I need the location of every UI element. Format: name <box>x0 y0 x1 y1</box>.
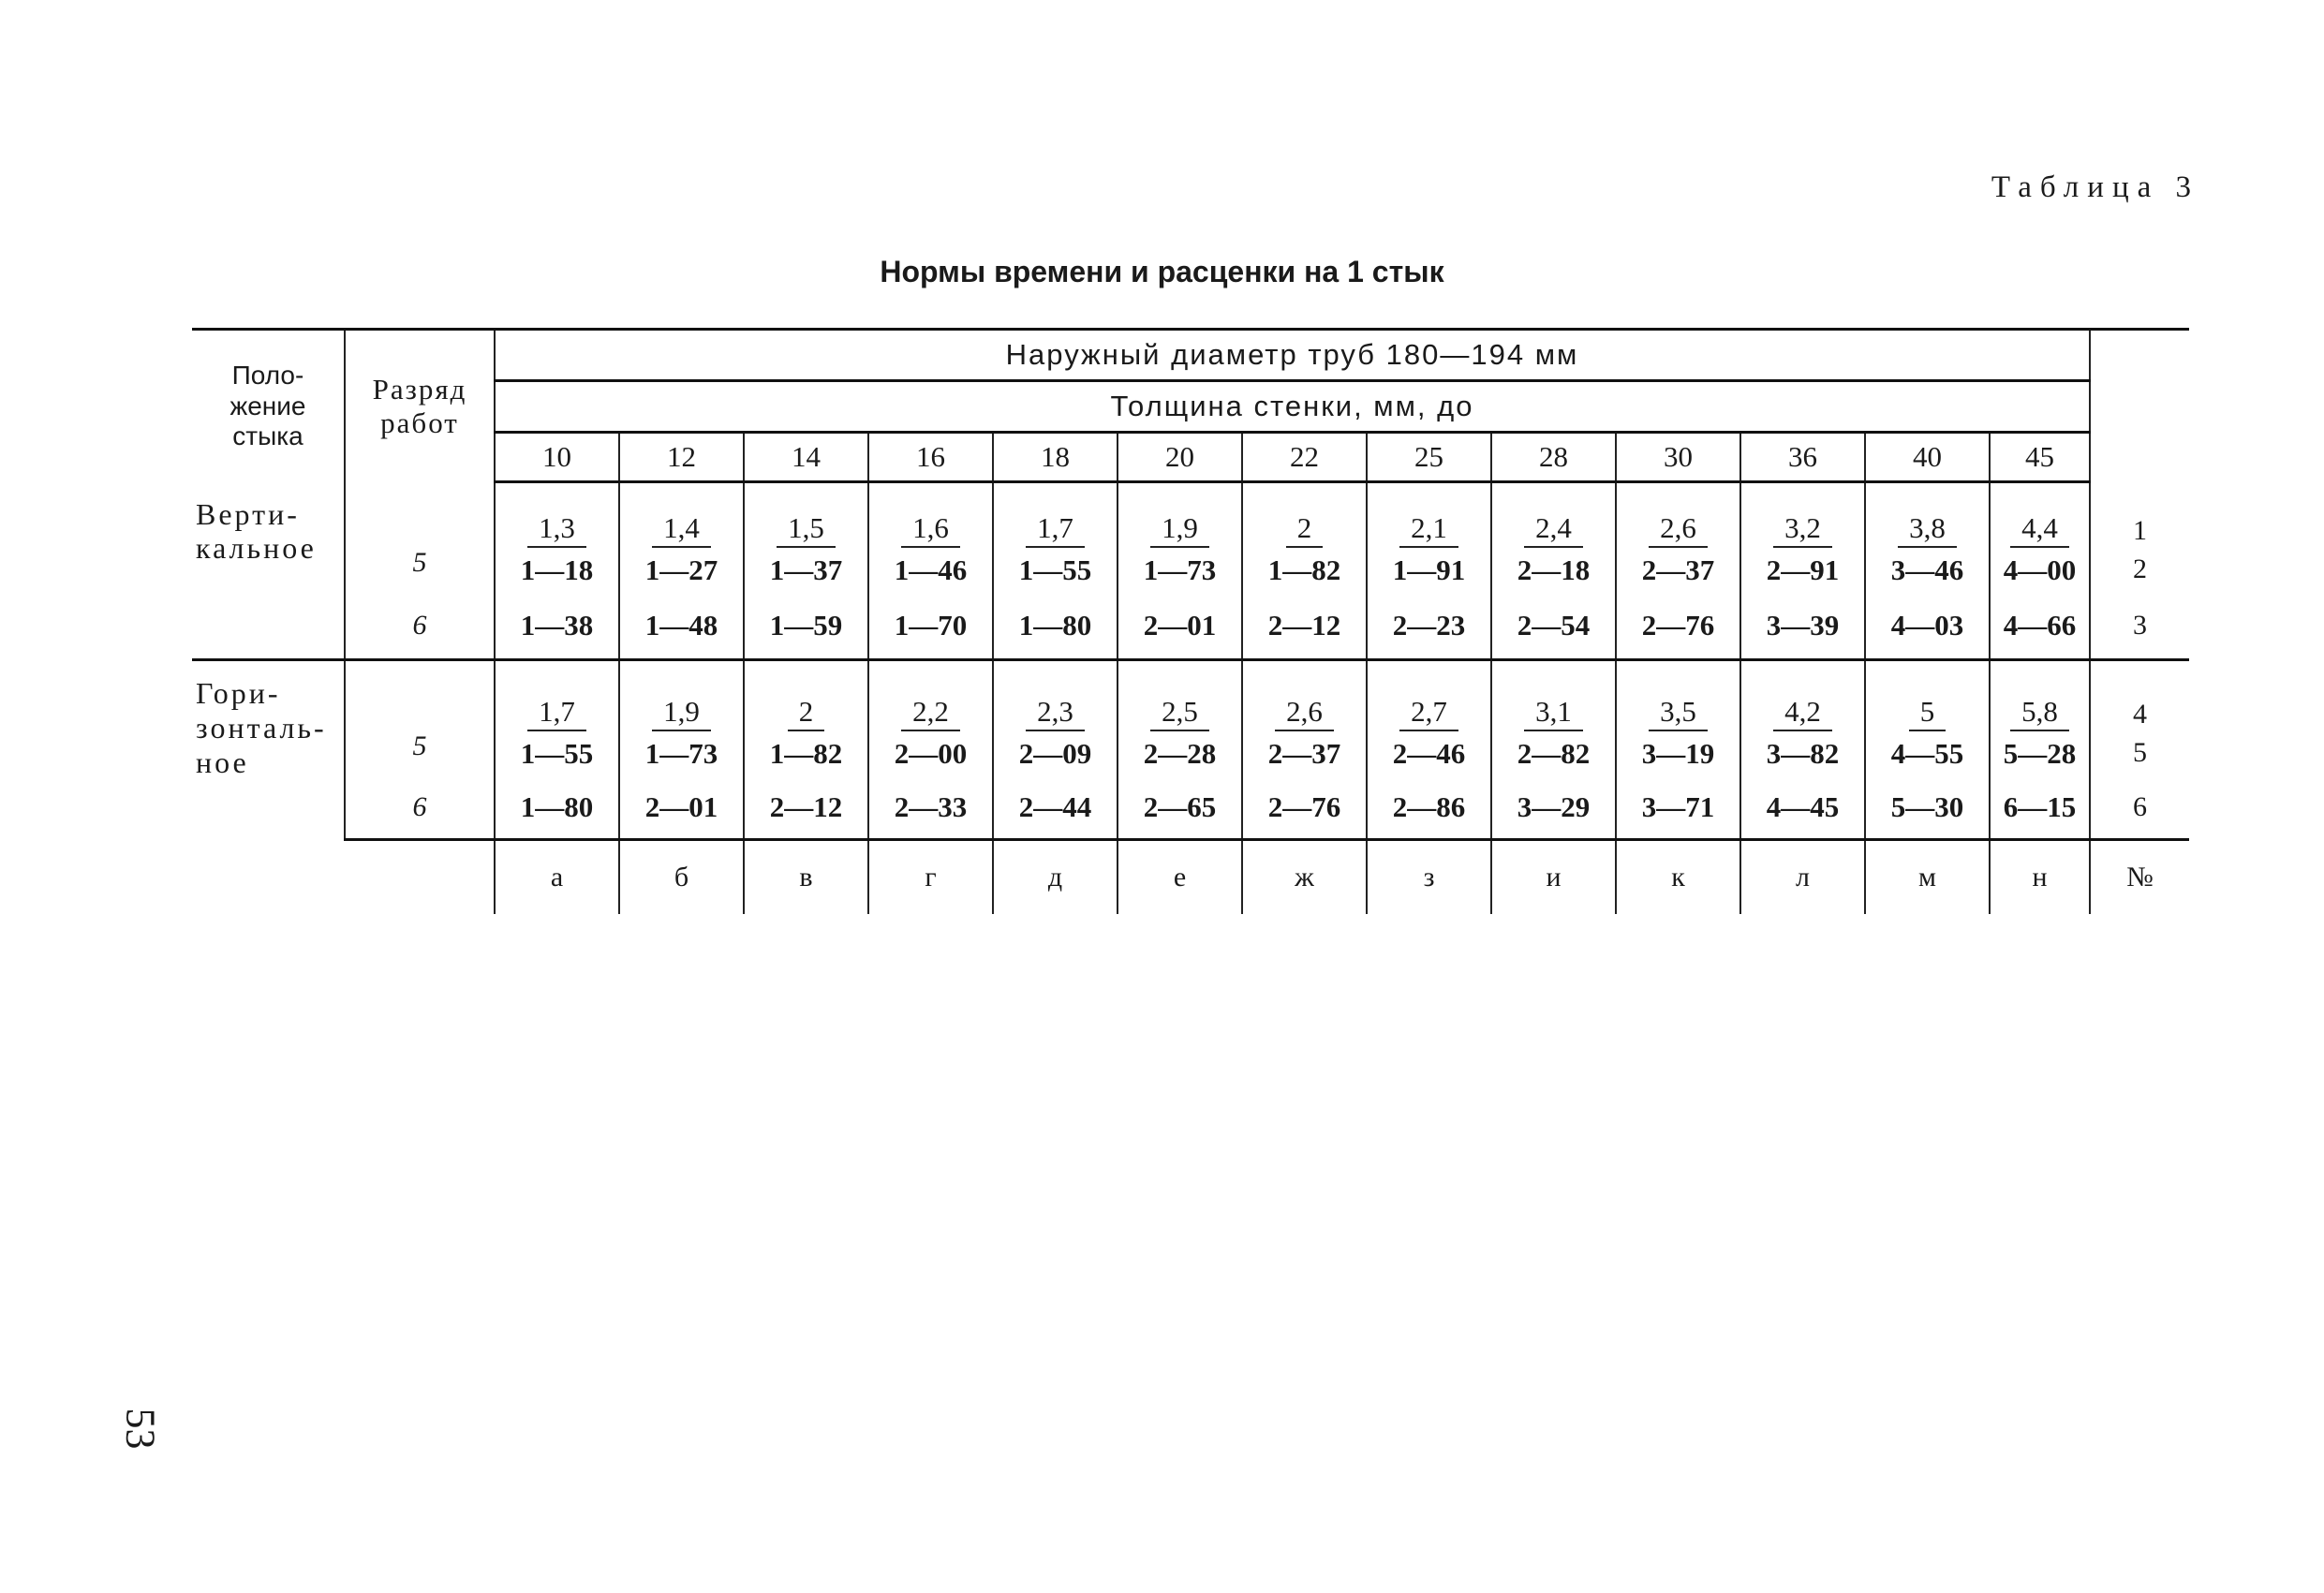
rate-cell: 3—29 <box>1491 776 1616 840</box>
norm-cell <box>495 660 619 731</box>
column-letter: в <box>744 840 868 915</box>
rate-cell: 1—46 <box>868 548 993 593</box>
rate-cell: 1—18 <box>495 548 619 593</box>
rate-cell: 2—65 <box>1118 776 1242 840</box>
thickness-value: 10 <box>495 433 619 482</box>
rate-cell: 1—82 <box>1242 548 1367 593</box>
rate-cell: 2—54 <box>1491 593 1616 660</box>
norm-value: 2 <box>788 694 825 730</box>
thickness-value: 16 <box>868 433 993 482</box>
rate-cell: 1—55 <box>495 731 619 776</box>
row-number: 3 <box>2090 593 2189 660</box>
column-letter: а <box>495 840 619 915</box>
thickness-value: 25 <box>1367 433 1491 482</box>
norm-value: 2,1 <box>1399 510 1458 547</box>
rate-cell: 3—19 <box>1616 731 1740 776</box>
rate-cell: 2—37 <box>1616 548 1740 593</box>
rate-cell: 2—01 <box>619 776 744 840</box>
rate-cell: 3—46 <box>1865 548 1990 593</box>
norm-cell <box>1740 660 1865 731</box>
thickness-value: 14 <box>744 433 868 482</box>
norm-value: 1,9 <box>1150 510 1209 547</box>
rate-cell: 4—03 <box>1865 593 1990 660</box>
norm-value: 4,4 <box>2010 510 2069 547</box>
norm-value: 1,3 <box>527 510 586 547</box>
norm-value: 1,6 <box>901 510 960 547</box>
header-grade: Разряд работ <box>345 330 495 482</box>
norm-cell <box>744 660 868 731</box>
rate-cell: 6—15 <box>1990 776 2090 840</box>
rate-cell: 2—76 <box>1616 593 1740 660</box>
column-letter: б <box>619 840 744 915</box>
norm-value: 3,1 <box>1524 694 1583 730</box>
thickness-value: 18 <box>993 433 1118 482</box>
row-number: 5 <box>2090 731 2189 776</box>
header-rownum-cell <box>2090 330 2189 482</box>
norm-value: 5 <box>1909 694 1947 730</box>
norm-value: 2 <box>1286 510 1324 547</box>
position-horizontal: Гори- зонталь- ное <box>192 660 345 840</box>
norm-cell <box>1491 482 1616 548</box>
rate-cell: 1—73 <box>619 731 744 776</box>
norm-cell <box>1118 660 1242 731</box>
grade-cell: 5 <box>345 660 495 776</box>
norm-value: 3,5 <box>1649 694 1708 730</box>
rate-cell: 2—01 <box>1118 593 1242 660</box>
norm-cell <box>619 660 744 731</box>
table-label: Таблица 3 <box>1991 170 2199 204</box>
column-letter: н <box>1990 840 2090 915</box>
norm-cell <box>868 482 993 548</box>
row-number: 1 <box>2090 482 2189 548</box>
rate-cell: 1—59 <box>744 593 868 660</box>
empty-cell <box>345 840 495 915</box>
rate-cell: 2—76 <box>1242 776 1367 840</box>
rate-cell: 2—12 <box>744 776 868 840</box>
rate-cell: 1—48 <box>619 593 744 660</box>
table-row <box>192 482 2189 548</box>
page-number: 53 <box>117 1408 164 1450</box>
rate-cell: 2—91 <box>1740 548 1865 593</box>
rate-cell: 4—66 <box>1990 593 2090 660</box>
norm-value: 1,7 <box>1026 510 1085 547</box>
column-letter: г <box>868 840 993 915</box>
thickness-value: 45 <box>1990 433 2090 482</box>
norm-value: 2,2 <box>901 694 960 730</box>
rate-cell: 1—38 <box>495 593 619 660</box>
norm-value: 5,8 <box>2010 694 2069 730</box>
norm-cell <box>1118 482 1242 548</box>
table-row <box>192 776 2189 840</box>
norm-value: 2,3 <box>1026 694 1085 730</box>
grade-cell: 6 <box>345 593 495 660</box>
norm-value: 2,4 <box>1524 510 1583 547</box>
norm-cell <box>1865 660 1990 731</box>
thickness-value: 20 <box>1118 433 1242 482</box>
rate-cell: 3—82 <box>1740 731 1865 776</box>
norm-cell <box>744 482 868 548</box>
rate-cell: 2—82 <box>1491 731 1616 776</box>
header-thickness: Толщина стенки, мм, до <box>495 381 2090 433</box>
column-letter: з <box>1367 840 1491 915</box>
norm-cell <box>993 482 1118 548</box>
thickness-value: 40 <box>1865 433 1990 482</box>
norm-value: 1,9 <box>652 694 711 730</box>
rate-cell: 5—28 <box>1990 731 2090 776</box>
norm-cell <box>495 482 619 548</box>
rate-cell: 2—44 <box>993 776 1118 840</box>
norm-value: 3,2 <box>1773 510 1832 547</box>
number-sign: № <box>2090 840 2189 915</box>
norm-cell <box>1990 482 2090 548</box>
norm-cell <box>993 660 1118 731</box>
norm-cell <box>1367 482 1491 548</box>
norm-cell <box>1242 482 1367 548</box>
rate-cell: 2—37 <box>1242 731 1367 776</box>
norm-value: 3,8 <box>1898 510 1957 547</box>
rate-cell: 2—18 <box>1491 548 1616 593</box>
rate-cell: 2—46 <box>1367 731 1491 776</box>
thickness-value: 12 <box>619 433 744 482</box>
norm-value: 1,5 <box>777 510 836 547</box>
column-letter: к <box>1616 840 1740 915</box>
thickness-value: 36 <box>1740 433 1865 482</box>
thickness-value: 22 <box>1242 433 1367 482</box>
rate-cell: 2—33 <box>868 776 993 840</box>
table-row <box>192 660 2189 731</box>
norm-cell <box>1491 660 1616 731</box>
rate-cell: 3—39 <box>1740 593 1865 660</box>
rate-cell: 2—00 <box>868 731 993 776</box>
rate-cell: 2—09 <box>993 731 1118 776</box>
norm-value: 1,4 <box>652 510 711 547</box>
rate-cell: 2—86 <box>1367 776 1491 840</box>
norm-value: 2,6 <box>1275 694 1334 730</box>
rate-cell: 1—82 <box>744 731 868 776</box>
norm-cell <box>1367 660 1491 731</box>
rate-cell: 1—73 <box>1118 548 1242 593</box>
norm-cell <box>1865 482 1990 548</box>
thickness-value: 28 <box>1491 433 1616 482</box>
rate-cell: 1—80 <box>993 593 1118 660</box>
rate-cell: 5—30 <box>1865 776 1990 840</box>
norm-cell <box>1990 660 2090 731</box>
rate-cell: 1—27 <box>619 548 744 593</box>
rate-cell: 1—37 <box>744 548 868 593</box>
norm-value: 2,7 <box>1399 694 1458 730</box>
column-letter: ж <box>1242 840 1367 915</box>
column-letter: и <box>1491 840 1616 915</box>
norm-cell <box>1740 482 1865 548</box>
norm-cell <box>1616 660 1740 731</box>
grade-cell: 6 <box>345 776 495 840</box>
column-letter: м <box>1865 840 1990 915</box>
table-title: Нормы времени и расценки на 1 стык <box>880 255 1444 288</box>
header-row <box>192 330 2189 381</box>
rate-cell: 3—71 <box>1616 776 1740 840</box>
column-letters-row <box>192 840 2189 915</box>
column-letter: л <box>1740 840 1865 915</box>
norm-value: 1,7 <box>527 694 586 730</box>
norm-cell <box>1242 660 1367 731</box>
column-letter: д <box>993 840 1118 915</box>
table-row <box>192 593 2189 660</box>
rate-cell: 1—70 <box>868 593 993 660</box>
rate-cell: 4—00 <box>1990 548 2090 593</box>
empty-cell <box>192 840 345 915</box>
norm-cell <box>1616 482 1740 548</box>
rate-cell: 2—23 <box>1367 593 1491 660</box>
header-position: Поло- жение стыка <box>192 330 345 482</box>
norm-value: 2,6 <box>1649 510 1708 547</box>
row-number: 6 <box>2090 776 2189 840</box>
norm-value: 4,2 <box>1773 694 1832 730</box>
norms-table <box>192 328 2189 914</box>
rate-cell: 4—45 <box>1740 776 1865 840</box>
grade-cell: 5 <box>345 482 495 593</box>
rate-cell: 1—55 <box>993 548 1118 593</box>
thickness-value: 30 <box>1616 433 1740 482</box>
norm-cell <box>619 482 744 548</box>
rate-cell: 4—55 <box>1865 731 1990 776</box>
rate-cell: 2—28 <box>1118 731 1242 776</box>
rate-cell: 1—80 <box>495 776 619 840</box>
rate-cell: 1—91 <box>1367 548 1491 593</box>
position-vertical: Верти- кальное <box>196 496 317 566</box>
column-letter: е <box>1118 840 1242 915</box>
rate-cell: 2—12 <box>1242 593 1367 660</box>
header-diameter: Наружный диаметр труб 180—194 мм <box>495 330 2090 381</box>
row-number: 4 <box>2090 660 2189 731</box>
norm-value: 2,5 <box>1150 694 1209 730</box>
norm-cell <box>868 660 993 731</box>
row-number: 2 <box>2090 548 2189 593</box>
